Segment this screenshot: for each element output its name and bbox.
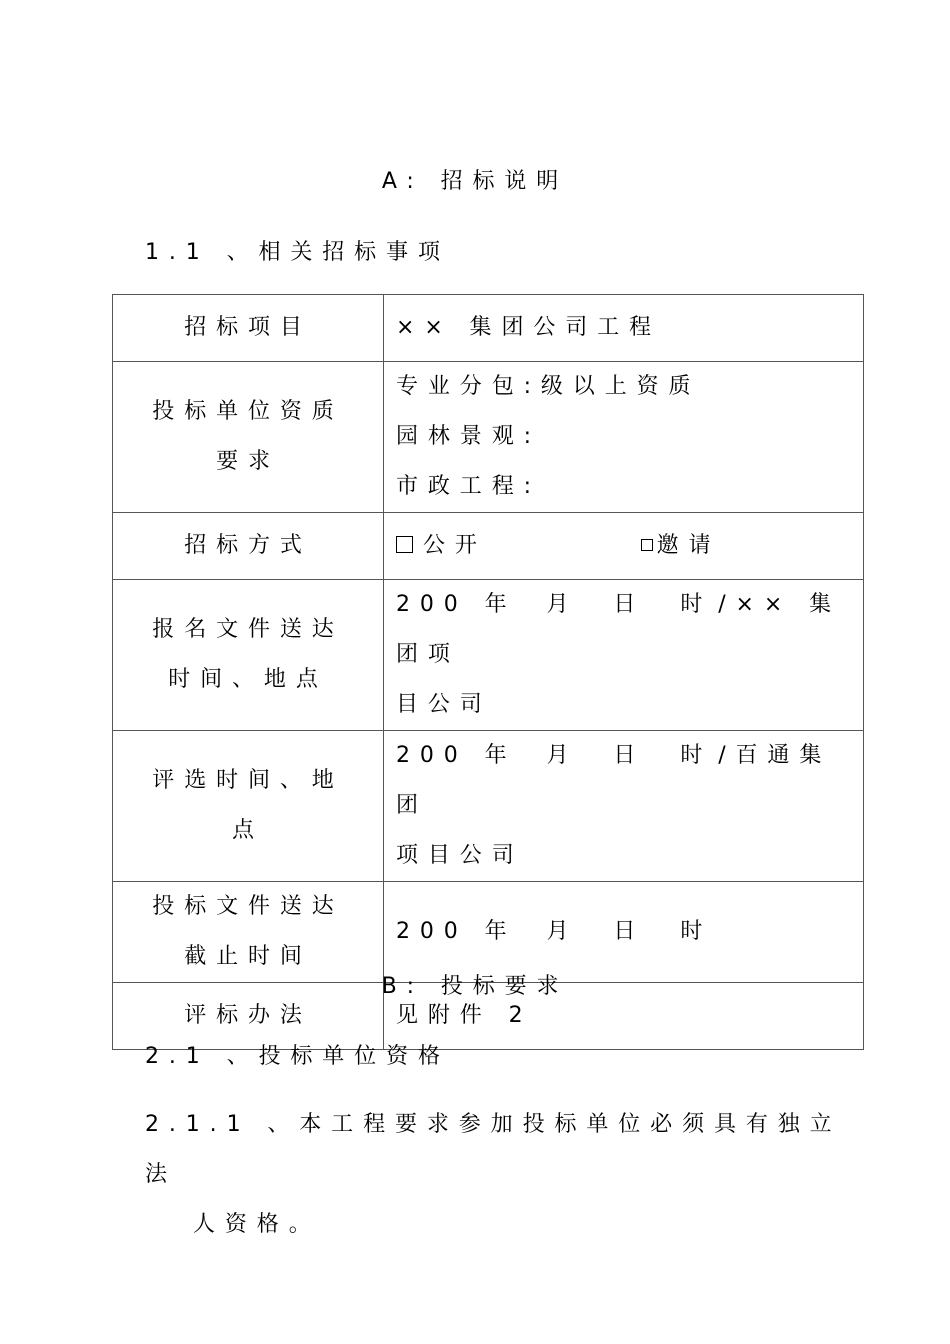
year-text: 200 年 xyxy=(396,743,517,768)
label-line: 要求 xyxy=(216,449,280,474)
paragraph-2-1-1 xyxy=(145,1100,845,1250)
hour-text: 时 xyxy=(680,592,713,617)
label-line: 投标文件送达 xyxy=(152,894,344,919)
value-line xyxy=(396,580,863,680)
value-line xyxy=(396,731,863,831)
heading-1-1: 1.1 、相关招标事项 xyxy=(145,240,450,265)
bidding-matters-table xyxy=(112,294,864,1050)
value-submission-deadline xyxy=(384,882,864,983)
checkbox-open[interactable] xyxy=(396,536,413,553)
month-text: 月 xyxy=(546,743,579,768)
label-line: 时间、地点 xyxy=(168,667,328,692)
section-a-title: A: 招标说明 xyxy=(381,169,569,194)
label-line: 点 xyxy=(232,818,264,843)
label-line: 投标单位资质 xyxy=(152,399,344,424)
value-bid-project: ×× 集团公司工程 xyxy=(384,295,864,362)
place-text: /百通集团 xyxy=(396,743,832,818)
value-line: 项目公司 xyxy=(396,843,524,868)
value-line: 市政工程: xyxy=(396,474,541,499)
table-row xyxy=(113,513,864,580)
day-text: 日 xyxy=(613,592,646,617)
value-evaluation-method: 见附件 2 xyxy=(384,983,864,1050)
label-submission-deadline xyxy=(113,882,384,983)
day-text: 日 xyxy=(613,743,646,768)
table-row xyxy=(113,580,864,731)
value-bid-method xyxy=(384,513,864,580)
hour-text: 时 xyxy=(680,919,713,944)
paragraph-line: 2.1.1 、本工程要求参加投标单位必须具有独立法 xyxy=(145,1112,842,1187)
label-bidder-qualification xyxy=(113,362,384,513)
checkbox-invite[interactable] xyxy=(641,539,653,551)
label-evaluation-method: 评标办法 xyxy=(113,983,384,1050)
label-line: 评选时间、地 xyxy=(152,768,344,793)
label-evaluation xyxy=(113,731,384,882)
value-registration xyxy=(384,580,864,731)
label-line: 截止时间 xyxy=(184,944,312,969)
section-b-title: B: 投标要求 xyxy=(381,974,569,999)
place-text: /×× 集团项 xyxy=(396,592,841,667)
label-bid-method: 招标方式 xyxy=(113,513,384,580)
heading-2-1: 2.1 、投标单位资格 xyxy=(145,1044,450,1069)
table-row xyxy=(113,295,864,362)
option-open-label: 公开 xyxy=(423,533,487,558)
month-text: 月 xyxy=(546,919,579,944)
year-text: 200 年 xyxy=(396,919,517,944)
value-evaluation xyxy=(384,731,864,882)
value-bidder-qualification xyxy=(384,362,864,513)
table-row xyxy=(113,731,864,882)
label-bid-project: 招标项目 xyxy=(113,295,384,362)
table-row xyxy=(113,882,864,983)
month-text: 月 xyxy=(546,592,579,617)
table-row xyxy=(113,362,864,513)
day-text: 日 xyxy=(613,919,646,944)
year-text: 200 年 xyxy=(396,592,517,617)
option-invite-label: 邀请 xyxy=(656,533,721,558)
hour-text: 时 xyxy=(680,743,713,768)
paragraph-line: 人资格。 xyxy=(193,1212,321,1237)
value-line: 目公司 xyxy=(396,692,492,717)
label-registration xyxy=(113,580,384,731)
label-line: 报名文件送达 xyxy=(152,617,344,642)
value-line: 专业分包:级以上资质 xyxy=(396,374,701,399)
value-line: 园林景观: xyxy=(396,424,541,449)
